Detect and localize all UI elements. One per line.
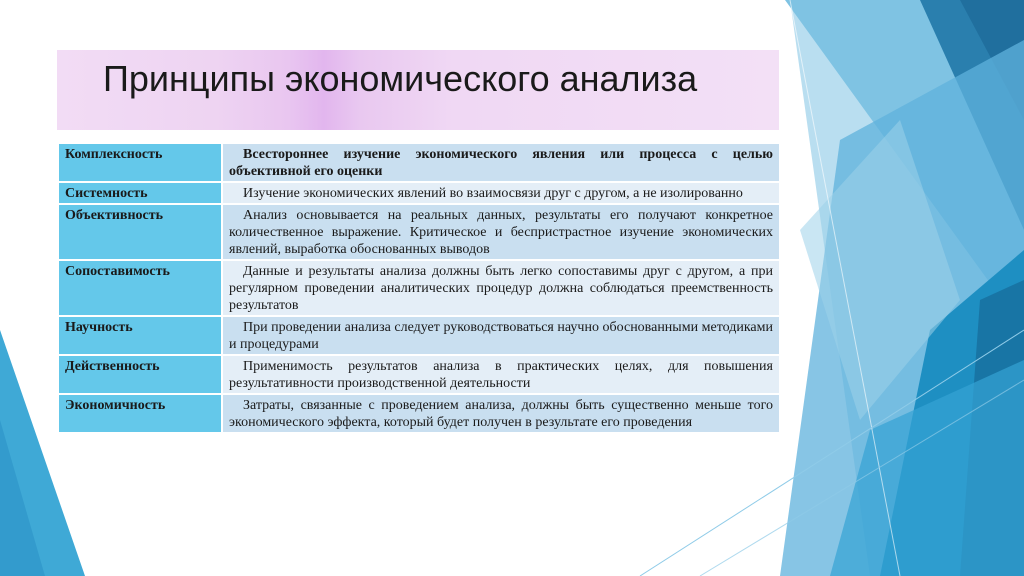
- principle-term: Сопоставимость: [58, 260, 222, 316]
- principle-term: Объективность: [58, 204, 222, 260]
- principle-term: Действенность: [58, 355, 222, 394]
- table-row: [58, 182, 780, 204]
- principle-description: Анализ основывается на реальных данных, результаты его получают конкретное количественное выражение. Критическое и беспристрастное изучение экономических явлений, выработка обоснованных выводов: [222, 204, 780, 260]
- principle-term: Экономичность: [58, 394, 222, 433]
- principle-description: Затраты, связанные с проведением анализа, должны быть существенно меньше того экономического эффекта, который будет получен в результате его проведения: [222, 394, 780, 433]
- principle-term: Системность: [58, 182, 222, 204]
- table-row: [58, 394, 780, 433]
- principles-table: [57, 142, 781, 434]
- table-row: [58, 204, 780, 260]
- table-row: [58, 355, 780, 394]
- principle-term: Комплексность: [58, 143, 222, 182]
- table-row: [58, 143, 780, 182]
- table-row: [58, 316, 780, 355]
- principle-description: Применимость результатов анализа в практических целях, для повышения результативности производственной деятельности: [222, 355, 780, 394]
- principle-description: Всестороннее изучение экономического явления или процесса с целью объективной его оценки: [222, 143, 780, 182]
- principle-description: Изучение экономических явлений во взаимосвязи друг с другом, а не изолированно: [222, 182, 780, 204]
- principle-description: Данные и результаты анализа должны быть легко сопоставимы друг с другом, а при регулярном проведении аналитических процедур должна соблюдаться преемственность результатов: [222, 260, 780, 316]
- table-row: [58, 260, 780, 316]
- principle-term: Научность: [58, 316, 222, 355]
- slide-title: Принципы экономического анализа: [103, 58, 698, 99]
- principle-description: При проведении анализа следует руководствоваться научно обоснованными методиками и процедурами: [222, 316, 780, 355]
